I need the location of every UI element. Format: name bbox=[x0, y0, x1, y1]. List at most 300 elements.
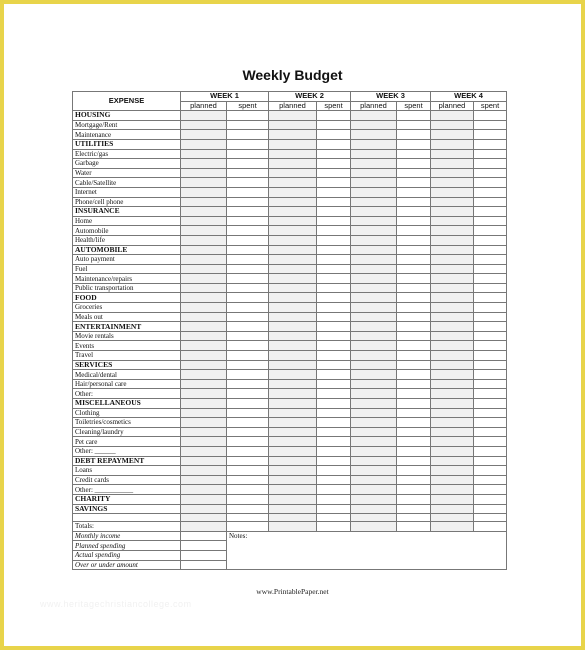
entry-cell[interactable] bbox=[474, 351, 507, 361]
entry-cell[interactable] bbox=[269, 446, 317, 456]
entry-cell[interactable] bbox=[397, 389, 431, 399]
entry-cell[interactable] bbox=[227, 293, 269, 303]
entry-cell[interactable] bbox=[474, 149, 507, 159]
entry-cell[interactable] bbox=[351, 120, 397, 130]
entry-cell[interactable] bbox=[474, 446, 507, 456]
entry-cell[interactable] bbox=[351, 456, 397, 466]
entry-cell[interactable] bbox=[181, 466, 227, 476]
entry-cell[interactable] bbox=[317, 475, 351, 485]
entry-cell[interactable] bbox=[269, 303, 317, 313]
entry-cell[interactable] bbox=[227, 139, 269, 149]
entry-cell[interactable] bbox=[269, 522, 317, 532]
entry-cell[interactable] bbox=[317, 456, 351, 466]
entry-cell[interactable] bbox=[431, 235, 474, 245]
entry-cell[interactable] bbox=[317, 370, 351, 380]
entry-cell[interactable] bbox=[351, 111, 397, 121]
entry-cell[interactable] bbox=[227, 494, 269, 504]
entry-cell[interactable] bbox=[351, 437, 397, 447]
entry-cell[interactable] bbox=[181, 149, 227, 159]
entry-cell[interactable] bbox=[317, 303, 351, 313]
entry-cell[interactable] bbox=[474, 322, 507, 332]
entry-cell[interactable] bbox=[474, 331, 507, 341]
entry-cell[interactable] bbox=[351, 293, 397, 303]
entry-cell[interactable] bbox=[431, 187, 474, 197]
entry-cell[interactable] bbox=[269, 197, 317, 207]
entry-cell[interactable] bbox=[317, 360, 351, 370]
entry-cell[interactable] bbox=[227, 418, 269, 428]
entry-cell[interactable] bbox=[227, 504, 269, 514]
entry-cell[interactable] bbox=[474, 283, 507, 293]
entry-cell[interactable] bbox=[269, 418, 317, 428]
entry-cell[interactable] bbox=[269, 207, 317, 217]
entry-cell[interactable] bbox=[474, 389, 507, 399]
entry-cell[interactable] bbox=[474, 187, 507, 197]
entry-cell[interactable] bbox=[181, 159, 227, 169]
entry-cell[interactable] bbox=[397, 178, 431, 188]
entry-cell[interactable] bbox=[397, 475, 431, 485]
entry-cell[interactable] bbox=[474, 437, 507, 447]
entry-cell[interactable] bbox=[397, 111, 431, 121]
entry-cell[interactable] bbox=[474, 485, 507, 495]
entry-cell[interactable] bbox=[227, 245, 269, 255]
entry-cell[interactable] bbox=[317, 504, 351, 514]
entry-cell[interactable] bbox=[474, 456, 507, 466]
entry-cell[interactable] bbox=[181, 245, 227, 255]
entry-cell[interactable] bbox=[181, 207, 227, 217]
entry-cell[interactable] bbox=[227, 370, 269, 380]
entry-cell[interactable] bbox=[317, 494, 351, 504]
entry-cell[interactable] bbox=[317, 235, 351, 245]
entry-cell[interactable] bbox=[397, 197, 431, 207]
entry-cell[interactable] bbox=[474, 370, 507, 380]
entry-cell[interactable] bbox=[227, 168, 269, 178]
entry-cell[interactable] bbox=[317, 149, 351, 159]
entry-cell[interactable] bbox=[227, 522, 269, 532]
entry-cell[interactable] bbox=[431, 139, 474, 149]
summary-value[interactable] bbox=[181, 541, 227, 551]
entry-cell[interactable] bbox=[351, 197, 397, 207]
entry-cell[interactable] bbox=[431, 322, 474, 332]
entry-cell[interactable] bbox=[227, 341, 269, 351]
entry-cell[interactable] bbox=[474, 255, 507, 265]
entry-cell[interactable] bbox=[351, 168, 397, 178]
entry-cell[interactable] bbox=[431, 274, 474, 284]
entry-cell[interactable] bbox=[269, 168, 317, 178]
entry-cell[interactable] bbox=[181, 303, 227, 313]
entry-cell[interactable] bbox=[227, 187, 269, 197]
entry-cell[interactable] bbox=[227, 379, 269, 389]
entry-cell[interactable] bbox=[474, 178, 507, 188]
entry-cell[interactable] bbox=[474, 168, 507, 178]
entry-cell[interactable] bbox=[351, 255, 397, 265]
entry-cell[interactable] bbox=[397, 522, 431, 532]
entry-cell[interactable] bbox=[351, 485, 397, 495]
entry-cell[interactable] bbox=[317, 197, 351, 207]
entry-cell[interactable] bbox=[474, 111, 507, 121]
entry-cell[interactable] bbox=[431, 360, 474, 370]
entry-cell[interactable] bbox=[269, 322, 317, 332]
entry-cell[interactable] bbox=[474, 475, 507, 485]
entry-cell[interactable] bbox=[317, 322, 351, 332]
entry-cell[interactable] bbox=[351, 207, 397, 217]
entry-cell[interactable] bbox=[227, 149, 269, 159]
entry-cell[interactable] bbox=[317, 351, 351, 361]
entry-cell[interactable] bbox=[431, 312, 474, 322]
entry-cell[interactable] bbox=[397, 303, 431, 313]
entry-cell[interactable] bbox=[181, 370, 227, 380]
entry-cell[interactable] bbox=[351, 360, 397, 370]
entry-cell[interactable] bbox=[317, 120, 351, 130]
entry-cell[interactable] bbox=[181, 235, 227, 245]
entry-cell[interactable] bbox=[431, 159, 474, 169]
entry-cell[interactable] bbox=[227, 351, 269, 361]
entry-cell[interactable] bbox=[474, 522, 507, 532]
entry-cell[interactable] bbox=[351, 303, 397, 313]
entry-cell[interactable] bbox=[227, 456, 269, 466]
entry-cell[interactable] bbox=[317, 139, 351, 149]
entry-cell[interactable] bbox=[351, 264, 397, 274]
entry-cell[interactable] bbox=[351, 178, 397, 188]
entry-cell[interactable] bbox=[317, 399, 351, 409]
entry-cell[interactable] bbox=[431, 418, 474, 428]
entry-cell[interactable] bbox=[269, 437, 317, 447]
entry-cell[interactable] bbox=[351, 522, 397, 532]
entry-cell[interactable] bbox=[181, 197, 227, 207]
entry-cell[interactable] bbox=[269, 331, 317, 341]
entry-cell[interactable] bbox=[431, 207, 474, 217]
entry-cell[interactable] bbox=[474, 341, 507, 351]
entry-cell[interactable] bbox=[351, 427, 397, 437]
entry-cell[interactable] bbox=[227, 283, 269, 293]
entry-cell[interactable] bbox=[317, 408, 351, 418]
entry-cell[interactable] bbox=[181, 475, 227, 485]
entry-cell[interactable] bbox=[397, 379, 431, 389]
entry-cell[interactable] bbox=[351, 408, 397, 418]
entry-cell[interactable] bbox=[227, 235, 269, 245]
entry-cell[interactable] bbox=[227, 360, 269, 370]
entry-cell[interactable] bbox=[181, 522, 227, 532]
entry-cell[interactable] bbox=[474, 159, 507, 169]
entry-cell[interactable] bbox=[431, 504, 474, 514]
entry-cell[interactable] bbox=[181, 351, 227, 361]
entry-cell[interactable] bbox=[431, 389, 474, 399]
entry-cell[interactable] bbox=[317, 226, 351, 236]
entry-cell[interactable] bbox=[227, 389, 269, 399]
entry-cell[interactable] bbox=[397, 466, 431, 476]
entry-cell[interactable] bbox=[397, 245, 431, 255]
entry-cell[interactable] bbox=[317, 379, 351, 389]
entry-cell[interactable] bbox=[351, 312, 397, 322]
entry-cell[interactable] bbox=[431, 216, 474, 226]
entry-cell[interactable] bbox=[269, 187, 317, 197]
entry-cell[interactable] bbox=[181, 139, 227, 149]
entry-cell[interactable] bbox=[397, 370, 431, 380]
entry-cell[interactable] bbox=[227, 331, 269, 341]
entry-cell[interactable] bbox=[474, 408, 507, 418]
entry-cell[interactable] bbox=[431, 293, 474, 303]
entry-cell[interactable] bbox=[351, 226, 397, 236]
entry-cell[interactable] bbox=[397, 322, 431, 332]
entry-cell[interactable] bbox=[474, 494, 507, 504]
entry-cell[interactable] bbox=[474, 235, 507, 245]
entry-cell[interactable] bbox=[181, 187, 227, 197]
entry-cell[interactable] bbox=[474, 264, 507, 274]
entry-cell[interactable] bbox=[181, 504, 227, 514]
entry-cell[interactable] bbox=[474, 418, 507, 428]
entry-cell[interactable] bbox=[351, 341, 397, 351]
entry-cell[interactable] bbox=[317, 178, 351, 188]
entry-cell[interactable] bbox=[227, 437, 269, 447]
entry-cell[interactable] bbox=[474, 245, 507, 255]
entry-cell[interactable] bbox=[431, 331, 474, 341]
entry-cell[interactable] bbox=[269, 139, 317, 149]
entry-cell[interactable] bbox=[269, 389, 317, 399]
entry-cell[interactable] bbox=[317, 466, 351, 476]
entry-cell[interactable] bbox=[227, 466, 269, 476]
entry-cell[interactable] bbox=[181, 331, 227, 341]
entry-cell[interactable] bbox=[317, 245, 351, 255]
entry-cell[interactable] bbox=[431, 446, 474, 456]
entry-cell[interactable] bbox=[431, 351, 474, 361]
entry-cell[interactable] bbox=[351, 370, 397, 380]
entry-cell[interactable] bbox=[181, 111, 227, 121]
entry-cell[interactable] bbox=[474, 427, 507, 437]
entry-cell[interactable] bbox=[351, 418, 397, 428]
entry-cell[interactable] bbox=[269, 360, 317, 370]
entry-cell[interactable] bbox=[269, 466, 317, 476]
entry-cell[interactable] bbox=[227, 303, 269, 313]
entry-cell[interactable] bbox=[351, 274, 397, 284]
entry-cell[interactable] bbox=[181, 130, 227, 140]
entry-cell[interactable] bbox=[431, 408, 474, 418]
entry-cell[interactable] bbox=[397, 485, 431, 495]
entry-cell[interactable] bbox=[269, 485, 317, 495]
entry-cell[interactable] bbox=[397, 274, 431, 284]
entry-cell[interactable] bbox=[227, 159, 269, 169]
entry-cell[interactable] bbox=[397, 149, 431, 159]
entry-cell[interactable] bbox=[351, 216, 397, 226]
entry-cell[interactable] bbox=[317, 331, 351, 341]
entry-cell[interactable] bbox=[317, 312, 351, 322]
summary-value[interactable] bbox=[181, 531, 227, 541]
entry-cell[interactable] bbox=[317, 522, 351, 532]
entry-cell[interactable] bbox=[269, 111, 317, 121]
entry-cell[interactable] bbox=[269, 312, 317, 322]
entry-cell[interactable] bbox=[474, 139, 507, 149]
entry-cell[interactable] bbox=[181, 322, 227, 332]
entry-cell[interactable] bbox=[474, 399, 507, 409]
entry-cell[interactable] bbox=[269, 456, 317, 466]
entry-cell[interactable] bbox=[227, 255, 269, 265]
entry-cell[interactable] bbox=[397, 360, 431, 370]
entry-cell[interactable] bbox=[397, 312, 431, 322]
entry-cell[interactable] bbox=[317, 418, 351, 428]
entry-cell[interactable] bbox=[227, 111, 269, 121]
entry-cell[interactable] bbox=[351, 379, 397, 389]
entry-cell[interactable] bbox=[181, 399, 227, 409]
entry-cell[interactable] bbox=[227, 427, 269, 437]
entry-cell[interactable] bbox=[269, 283, 317, 293]
entry-cell[interactable] bbox=[269, 216, 317, 226]
entry-cell[interactable] bbox=[227, 120, 269, 130]
entry-cell[interactable] bbox=[397, 293, 431, 303]
entry-cell[interactable] bbox=[181, 293, 227, 303]
entry-cell[interactable] bbox=[269, 149, 317, 159]
entry-cell[interactable] bbox=[269, 370, 317, 380]
entry-cell[interactable] bbox=[317, 207, 351, 217]
entry-cell[interactable] bbox=[269, 178, 317, 188]
entry-cell[interactable] bbox=[269, 341, 317, 351]
entry-cell[interactable] bbox=[397, 235, 431, 245]
entry-cell[interactable] bbox=[269, 379, 317, 389]
entry-cell[interactable] bbox=[431, 245, 474, 255]
entry-cell[interactable] bbox=[351, 389, 397, 399]
entry-cell[interactable] bbox=[351, 139, 397, 149]
entry-cell[interactable] bbox=[351, 149, 397, 159]
entry-cell[interactable] bbox=[181, 226, 227, 236]
entry-cell[interactable] bbox=[227, 216, 269, 226]
entry-cell[interactable] bbox=[181, 216, 227, 226]
entry-cell[interactable] bbox=[181, 312, 227, 322]
entry-cell[interactable] bbox=[351, 494, 397, 504]
entry-cell[interactable] bbox=[351, 245, 397, 255]
entry-cell[interactable] bbox=[269, 399, 317, 409]
entry-cell[interactable] bbox=[317, 446, 351, 456]
entry-cell[interactable] bbox=[317, 130, 351, 140]
entry-cell[interactable] bbox=[269, 245, 317, 255]
entry-cell[interactable] bbox=[351, 331, 397, 341]
entry-cell[interactable] bbox=[431, 456, 474, 466]
entry-cell[interactable] bbox=[227, 322, 269, 332]
entry-cell[interactable] bbox=[269, 427, 317, 437]
entry-cell[interactable] bbox=[431, 168, 474, 178]
entry-cell[interactable] bbox=[397, 437, 431, 447]
entry-cell[interactable] bbox=[474, 226, 507, 236]
entry-cell[interactable] bbox=[227, 197, 269, 207]
entry-cell[interactable] bbox=[397, 331, 431, 341]
notes-box[interactable] bbox=[227, 531, 507, 569]
entry-cell[interactable] bbox=[431, 466, 474, 476]
entry-cell[interactable] bbox=[474, 120, 507, 130]
entry-cell[interactable] bbox=[397, 399, 431, 409]
entry-cell[interactable] bbox=[227, 475, 269, 485]
entry-cell[interactable] bbox=[431, 379, 474, 389]
entry-cell[interactable] bbox=[269, 226, 317, 236]
entry-cell[interactable] bbox=[431, 111, 474, 121]
entry-cell[interactable] bbox=[317, 264, 351, 274]
entry-cell[interactable] bbox=[397, 456, 431, 466]
entry-cell[interactable] bbox=[431, 370, 474, 380]
entry-cell[interactable] bbox=[317, 216, 351, 226]
entry-cell[interactable] bbox=[397, 159, 431, 169]
entry-cell[interactable] bbox=[227, 399, 269, 409]
entry-cell[interactable] bbox=[397, 187, 431, 197]
entry-cell[interactable] bbox=[317, 283, 351, 293]
entry-cell[interactable] bbox=[269, 159, 317, 169]
entry-cell[interactable] bbox=[397, 255, 431, 265]
entry-cell[interactable] bbox=[431, 399, 474, 409]
entry-cell[interactable] bbox=[351, 446, 397, 456]
entry-cell[interactable] bbox=[317, 293, 351, 303]
entry-cell[interactable] bbox=[351, 351, 397, 361]
entry-cell[interactable] bbox=[269, 264, 317, 274]
entry-cell[interactable] bbox=[181, 456, 227, 466]
entry-cell[interactable] bbox=[431, 283, 474, 293]
entry-cell[interactable] bbox=[431, 485, 474, 495]
entry-cell[interactable] bbox=[351, 475, 397, 485]
entry-cell[interactable] bbox=[397, 418, 431, 428]
entry-cell[interactable] bbox=[351, 466, 397, 476]
entry-cell[interactable] bbox=[269, 120, 317, 130]
entry-cell[interactable] bbox=[431, 475, 474, 485]
entry-cell[interactable] bbox=[431, 437, 474, 447]
entry-cell[interactable] bbox=[351, 235, 397, 245]
entry-cell[interactable] bbox=[474, 207, 507, 217]
entry-cell[interactable] bbox=[227, 485, 269, 495]
entry-cell[interactable] bbox=[431, 197, 474, 207]
entry-cell[interactable] bbox=[269, 235, 317, 245]
summary-value[interactable] bbox=[181, 550, 227, 560]
entry-cell[interactable] bbox=[317, 341, 351, 351]
entry-cell[interactable] bbox=[181, 120, 227, 130]
entry-cell[interactable] bbox=[474, 379, 507, 389]
entry-cell[interactable] bbox=[181, 341, 227, 351]
entry-cell[interactable] bbox=[181, 408, 227, 418]
entry-cell[interactable] bbox=[181, 389, 227, 399]
entry-cell[interactable] bbox=[397, 139, 431, 149]
entry-cell[interactable] bbox=[317, 437, 351, 447]
entry-cell[interactable] bbox=[431, 494, 474, 504]
entry-cell[interactable] bbox=[181, 255, 227, 265]
entry-cell[interactable] bbox=[351, 187, 397, 197]
entry-cell[interactable] bbox=[397, 120, 431, 130]
entry-cell[interactable] bbox=[474, 360, 507, 370]
entry-cell[interactable] bbox=[181, 360, 227, 370]
entry-cell[interactable] bbox=[397, 341, 431, 351]
entry-cell[interactable] bbox=[181, 494, 227, 504]
entry-cell[interactable] bbox=[474, 312, 507, 322]
entry-cell[interactable] bbox=[317, 168, 351, 178]
entry-cell[interactable] bbox=[431, 341, 474, 351]
entry-cell[interactable] bbox=[397, 207, 431, 217]
entry-cell[interactable] bbox=[269, 293, 317, 303]
entry-cell[interactable] bbox=[227, 178, 269, 188]
entry-cell[interactable] bbox=[317, 389, 351, 399]
entry-cell[interactable] bbox=[181, 379, 227, 389]
entry-cell[interactable] bbox=[181, 418, 227, 428]
entry-cell[interactable] bbox=[227, 312, 269, 322]
entry-cell[interactable] bbox=[269, 130, 317, 140]
entry-cell[interactable] bbox=[431, 264, 474, 274]
entry-cell[interactable] bbox=[317, 111, 351, 121]
entry-cell[interactable] bbox=[397, 168, 431, 178]
entry-cell[interactable] bbox=[227, 264, 269, 274]
entry-cell[interactable] bbox=[181, 427, 227, 437]
entry-cell[interactable] bbox=[397, 283, 431, 293]
entry-cell[interactable] bbox=[269, 494, 317, 504]
entry-cell[interactable] bbox=[317, 159, 351, 169]
entry-cell[interactable] bbox=[474, 466, 507, 476]
entry-cell[interactable] bbox=[474, 197, 507, 207]
entry-cell[interactable] bbox=[227, 274, 269, 284]
entry-cell[interactable] bbox=[227, 130, 269, 140]
entry-cell[interactable] bbox=[181, 446, 227, 456]
entry-cell[interactable] bbox=[227, 446, 269, 456]
entry-cell[interactable] bbox=[431, 255, 474, 265]
entry-cell[interactable] bbox=[317, 485, 351, 495]
entry-cell[interactable] bbox=[474, 274, 507, 284]
entry-cell[interactable] bbox=[397, 130, 431, 140]
